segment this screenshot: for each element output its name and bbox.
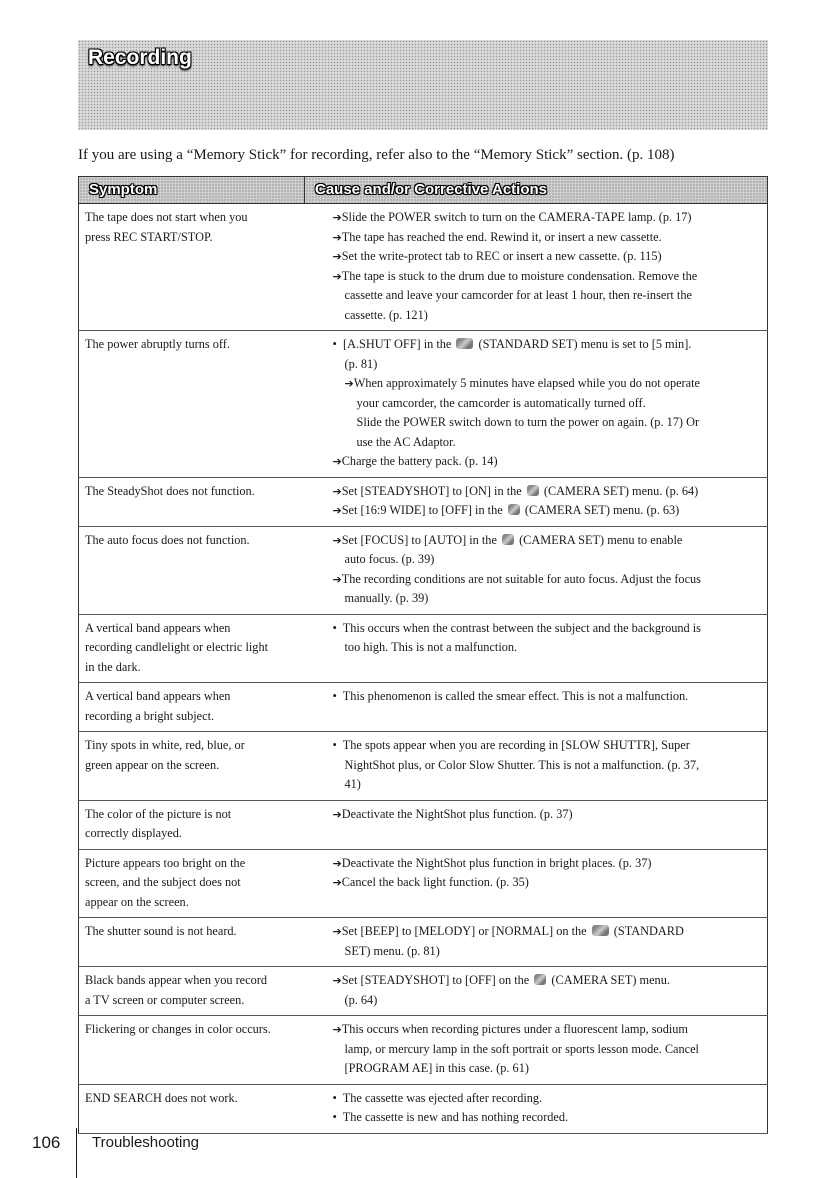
arrow-icon: ➔ — [332, 807, 342, 821]
action-item: ➔Set [FOCUS] to [AUTO] in the (CAMERA SET) menu to enable — [332, 532, 683, 547]
symptom-text: Picture appears too bright on the — [85, 855, 246, 870]
action-cell — [305, 849, 768, 918]
action-text: (p. 81) — [344, 356, 378, 371]
action-cell — [305, 918, 768, 967]
symptom-cell — [79, 967, 305, 1016]
arrow-icon: ➔ — [332, 250, 342, 263]
symptom-cell — [79, 526, 305, 614]
standard-set-menu-icon — [456, 338, 473, 349]
action-item: • The cassette was ejected after recording. — [332, 1090, 543, 1105]
symptom-text: The shutter sound is not heard. — [85, 924, 237, 938]
arrow-icon: ➔ — [332, 455, 342, 468]
table-row — [79, 918, 768, 967]
arrow-icon: ➔ — [332, 876, 342, 889]
action-item: ➔Set the write-protect tab to REC or insert a new cassette. (p. 115) — [332, 249, 662, 263]
action-item: • The spots appear when you are recording in [SLOW SHUTTR], Super — [332, 738, 690, 752]
table-row — [79, 683, 768, 732]
action-item: ➔Set [16:9 WIDE] to [OFF] in the (CAMERA SET) menu. (p. 63) — [332, 503, 680, 517]
symptom-text: recording candlelight or electric light — [85, 640, 269, 654]
section-header-bar — [78, 40, 768, 130]
action-item: ➔Set [STEADYSHOT] to [ON] in the (CAMERA SET) menu. (p. 64) — [332, 483, 699, 498]
symptom-text: screen, and the subject does not — [85, 875, 241, 889]
action-text: [PROGRAM AE] in this case. (p. 61) — [344, 1061, 529, 1075]
action-item: • [A.SHUT OFF] in the (STANDARD SET) menu is set to [5 min]. — [332, 337, 692, 351]
table-row — [79, 1084, 768, 1133]
action-item: ➔The tape is stuck to the drum due to moisture condensation. Remove the — [332, 268, 698, 283]
action-cell — [305, 614, 768, 683]
standard-set-menu-icon — [592, 925, 609, 936]
bullet-icon: • — [332, 738, 337, 752]
arrow-icon: ➔ — [332, 211, 342, 224]
action-item: ➔Set [BEEP] to [MELODY] or [NORMAL] on the (STANDARD — [332, 924, 684, 938]
bullet-icon: • — [332, 337, 337, 351]
bullet-icon: • — [332, 689, 337, 703]
symptom-cell — [79, 204, 305, 331]
symptom-text: press REC START/STOP. — [85, 229, 213, 244]
action-item: ➔Deactivate the NightShot plus function. (p. 37) — [332, 806, 573, 821]
bullet-icon: • — [332, 1090, 337, 1105]
action-text: too high. This is not a malfunction. — [344, 640, 518, 654]
action-text: 41) — [344, 777, 361, 791]
action-text: NightShot plus, or Color Slow Shutter. This is not a malfunction. (p. 37, — [344, 757, 700, 772]
action-text: cassette and leave your camcorder for at least 1 hour, then re-insert the — [344, 288, 692, 302]
camera-set-menu-icon — [508, 504, 520, 515]
footer-section-name: Troubleshooting — [92, 1134, 200, 1151]
table-row — [79, 526, 768, 614]
action-cell — [305, 1016, 768, 1085]
section-title: Recording — [88, 46, 192, 69]
action-item: • This phenomenon is called the smear effect. This is not a malfunction. — [332, 689, 689, 703]
action-cell — [305, 800, 768, 849]
table-row — [79, 204, 768, 331]
arrow-icon: ➔ — [332, 1023, 342, 1036]
action-text: cassette. (p. 121) — [344, 307, 428, 322]
symptom-cell — [79, 331, 305, 478]
action-item: ➔The recording conditions are not suitable for auto focus. Adjust the focus — [332, 571, 701, 586]
action-cell — [305, 477, 768, 526]
symptom-text: The auto focus does not function. — [85, 532, 250, 547]
action-text: use the AC Adaptor. — [356, 434, 456, 449]
camera-set-menu-icon — [502, 534, 514, 545]
symptom-text: The color of the picture is not — [85, 806, 232, 821]
symptom-text: A vertical band appears when — [85, 620, 231, 635]
camera-set-menu-icon — [527, 485, 539, 496]
arrow-icon: ➔ — [332, 230, 342, 244]
table-row — [79, 614, 768, 683]
bullet-icon: • — [332, 620, 337, 635]
symptom-text: The tape does not start when you — [85, 210, 248, 224]
symptom-text: correctly displayed. — [85, 826, 182, 840]
table-row — [79, 967, 768, 1016]
action-item: ➔Cancel the back light function. (p. 35) — [332, 875, 529, 889]
action-item: ➔Deactivate the NightShot plus function in bright places. (p. 37) — [332, 855, 652, 870]
action-cell — [305, 967, 768, 1016]
action-text: auto focus. (p. 39) — [344, 552, 435, 566]
symptom-text: END SEARCH does not work. — [85, 1090, 238, 1105]
symptom-text: The power abruptly turns off. — [85, 337, 230, 351]
symptom-cell — [79, 614, 305, 683]
action-cell — [305, 683, 768, 732]
arrow-icon: ➔ — [332, 533, 342, 547]
footer-divider — [76, 1128, 77, 1178]
symptom-column-header: Symptom — [79, 177, 305, 204]
symptom-text: green appear on the screen. — [85, 757, 220, 772]
symptom-text: Flickering or changes in color occurs. — [85, 1022, 271, 1036]
table-row — [79, 849, 768, 918]
action-cell — [305, 1084, 768, 1133]
action-cell — [305, 331, 768, 478]
arrow-icon: ➔ — [332, 974, 342, 987]
table-row — [79, 1016, 768, 1085]
camera-set-menu-icon — [534, 974, 546, 985]
action-text: (p. 64) — [344, 992, 378, 1007]
arrow-icon: ➔ — [332, 572, 342, 586]
symptom-cell — [79, 732, 305, 801]
action-text: lamp, or mercury lamp in the soft portrait or sports lesson mode. Cancel — [344, 1041, 699, 1056]
action-item: ➔When approximately 5 minutes have elapsed while you do not operate — [344, 376, 700, 390]
symptom-cell — [79, 477, 305, 526]
action-item: • This occurs when the contrast between the subject and the background is — [332, 620, 701, 635]
arrow-icon: ➔ — [332, 856, 342, 870]
action-cell — [305, 526, 768, 614]
symptom-cell — [79, 849, 305, 918]
action-item: ➔The tape has reached the end. Rewind it, or insert a new cassette. — [332, 229, 662, 244]
symptom-text: in the dark. — [85, 659, 141, 674]
action-text: SET) menu. (p. 81) — [344, 943, 440, 958]
table-header-row — [79, 177, 768, 204]
arrow-icon: ➔ — [332, 269, 342, 283]
action-item: ➔Set [STEADYSHOT] to [OFF] on the (CAMERA SET) menu. — [332, 973, 670, 987]
symptom-text: recording a bright subject. — [85, 708, 215, 723]
action-item: ➔Slide the POWER switch to turn on the CAMERA-TAPE lamp. (p. 17) — [332, 210, 692, 224]
arrow-icon: ➔ — [332, 925, 342, 938]
action-text: your camcorder, the camcorder is automatically turned off. — [356, 395, 646, 410]
table-row — [79, 477, 768, 526]
symptom-cell — [79, 683, 305, 732]
troubleshooting-table — [78, 176, 768, 1134]
action-text: manually. (p. 39) — [344, 591, 429, 605]
symptom-text: Tiny spots in white, red, blue, or — [85, 738, 245, 752]
action-item: ➔This occurs when recording pictures under a fluorescent lamp, sodium — [332, 1022, 688, 1036]
symptom-text: appear on the screen. — [85, 894, 189, 909]
cause-column-header: Cause and/or Corrective Actions — [305, 177, 768, 204]
intro-text: If you are using a “Memory Stick” for recording, refer also to the “Memory Stick” section. (p. 108) — [78, 147, 675, 163]
arrow-icon: ➔ — [332, 484, 342, 498]
symptom-text: The SteadyShot does not function. — [85, 483, 255, 498]
page-number: 106 — [32, 1133, 61, 1152]
symptom-cell — [79, 918, 305, 967]
table-row — [79, 732, 768, 801]
symptom-text: a TV screen or computer screen. — [85, 992, 245, 1007]
symptom-text: Black bands appear when you record — [85, 973, 267, 987]
action-cell — [305, 732, 768, 801]
table-row — [79, 331, 768, 478]
symptom-cell — [79, 1084, 305, 1133]
action-item: • The cassette is new and has nothing recorded. — [332, 1110, 569, 1124]
action-cell — [305, 204, 768, 331]
symptom-cell — [79, 800, 305, 849]
symptom-cell — [79, 1016, 305, 1085]
action-item: ➔Charge the battery pack. (p. 14) — [332, 454, 498, 468]
bullet-icon: • — [332, 1110, 337, 1124]
arrow-icon: ➔ — [344, 377, 354, 390]
table-row — [79, 800, 768, 849]
symptom-text: A vertical band appears when — [85, 689, 231, 703]
action-text: Slide the POWER switch down to turn the power on again. (p. 17) Or — [356, 415, 700, 429]
arrow-icon: ➔ — [332, 504, 342, 517]
